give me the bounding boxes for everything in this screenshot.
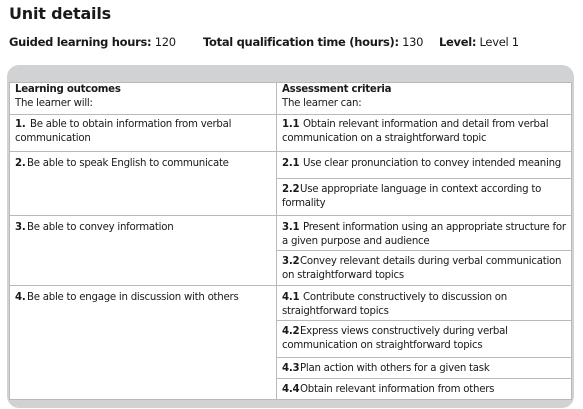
- outcome-number: 2.: [15, 158, 26, 169]
- outcome-text: Be able to convey information: [27, 222, 174, 233]
- criterion-text: Contribute constructively to discussion on straightforward topics: [282, 292, 507, 317]
- criterion-text: Convey relevant details during verbal communication on straightforward topics: [282, 256, 562, 281]
- criterion-4-1: [277, 286, 572, 321]
- criterion-2-1: [277, 152, 572, 179]
- tqt-label: Total qualification time (hours):: [203, 35, 399, 49]
- unit-summary: [9, 35, 574, 51]
- level-label: Level:: [439, 35, 477, 49]
- outcome-text: Be able to engage in discussion with others: [27, 292, 239, 303]
- assessment-criteria-subheading: The learner can:: [282, 98, 362, 109]
- level-value: Level 1: [479, 35, 519, 49]
- learning-outcome-2: [10, 152, 277, 216]
- criterion-text: Use clear pronunciation to convey intended meaning: [303, 158, 562, 169]
- criterion-text: Obtain relevant information and detail from verbal communication on a straightforward topic: [282, 119, 549, 144]
- assessment-criteria-header: [277, 83, 572, 115]
- criterion-2-2: [277, 179, 572, 216]
- guided-learning-hours: [9, 35, 176, 49]
- learning-outcome-3: [10, 216, 277, 286]
- glh-value: 120: [154, 35, 176, 49]
- criterion-number: 4.1: [282, 292, 300, 303]
- total-qualification-time: [203, 35, 423, 49]
- criterion-3-2: [277, 251, 572, 286]
- criterion-text: Plan action with others for a given task: [300, 363, 490, 374]
- level: [439, 35, 519, 49]
- criterion-number: 3.2: [282, 256, 300, 267]
- criterion-number: 4.3: [282, 363, 300, 374]
- page-title: Unit details: [9, 4, 111, 23]
- learning-outcomes-header: [10, 83, 277, 115]
- criterion-number: 2.1: [282, 158, 300, 169]
- learning-outcome-1: [10, 115, 277, 152]
- learning-outcomes-heading: Learning outcomes: [15, 84, 121, 95]
- criterion-text: Obtain relevant information from others: [300, 384, 495, 395]
- outcome-text: Be able to obtain information from verbal communication: [15, 119, 232, 144]
- outcome-text: Be able to speak English to communicate: [27, 158, 229, 169]
- table-row: [10, 152, 572, 179]
- criterion-number: 4.4: [282, 384, 300, 395]
- criterion-text: Use appropriate language in context according to formality: [282, 184, 542, 209]
- criterion-4-2: [277, 321, 572, 358]
- criterion-number: 4.2: [282, 326, 300, 337]
- criterion-number: 3.1: [282, 222, 300, 233]
- outcome-number: 4.: [15, 292, 26, 303]
- assessment-criteria-heading: Assessment criteria: [282, 84, 392, 95]
- learning-outcome-4: [10, 286, 277, 400]
- outcomes-criteria-table: [9, 82, 572, 400]
- table-row: [10, 115, 572, 152]
- table-row: [10, 216, 572, 251]
- criterion-1-1: [277, 115, 572, 152]
- glh-label: Guided learning hours:: [9, 35, 152, 49]
- criterion-3-1: [277, 216, 572, 251]
- criterion-text: Express views constructively during verbal communication on straightforward topics: [282, 326, 508, 351]
- tqt-value: 130: [402, 35, 424, 49]
- criterion-number: 1.1: [282, 119, 300, 130]
- outcome-number: 1.: [15, 119, 26, 130]
- criterion-number: 2.2: [282, 184, 300, 195]
- outcome-number: 3.: [15, 222, 26, 233]
- table-row: [10, 286, 572, 321]
- table-header-row: [10, 83, 572, 115]
- criterion-4-3: [277, 358, 572, 379]
- criterion-4-4: [277, 379, 572, 400]
- criterion-text: Present information using an appropriate structure for a given purpose and audience: [282, 222, 566, 247]
- learning-outcomes-subheading: The learner will:: [15, 98, 93, 109]
